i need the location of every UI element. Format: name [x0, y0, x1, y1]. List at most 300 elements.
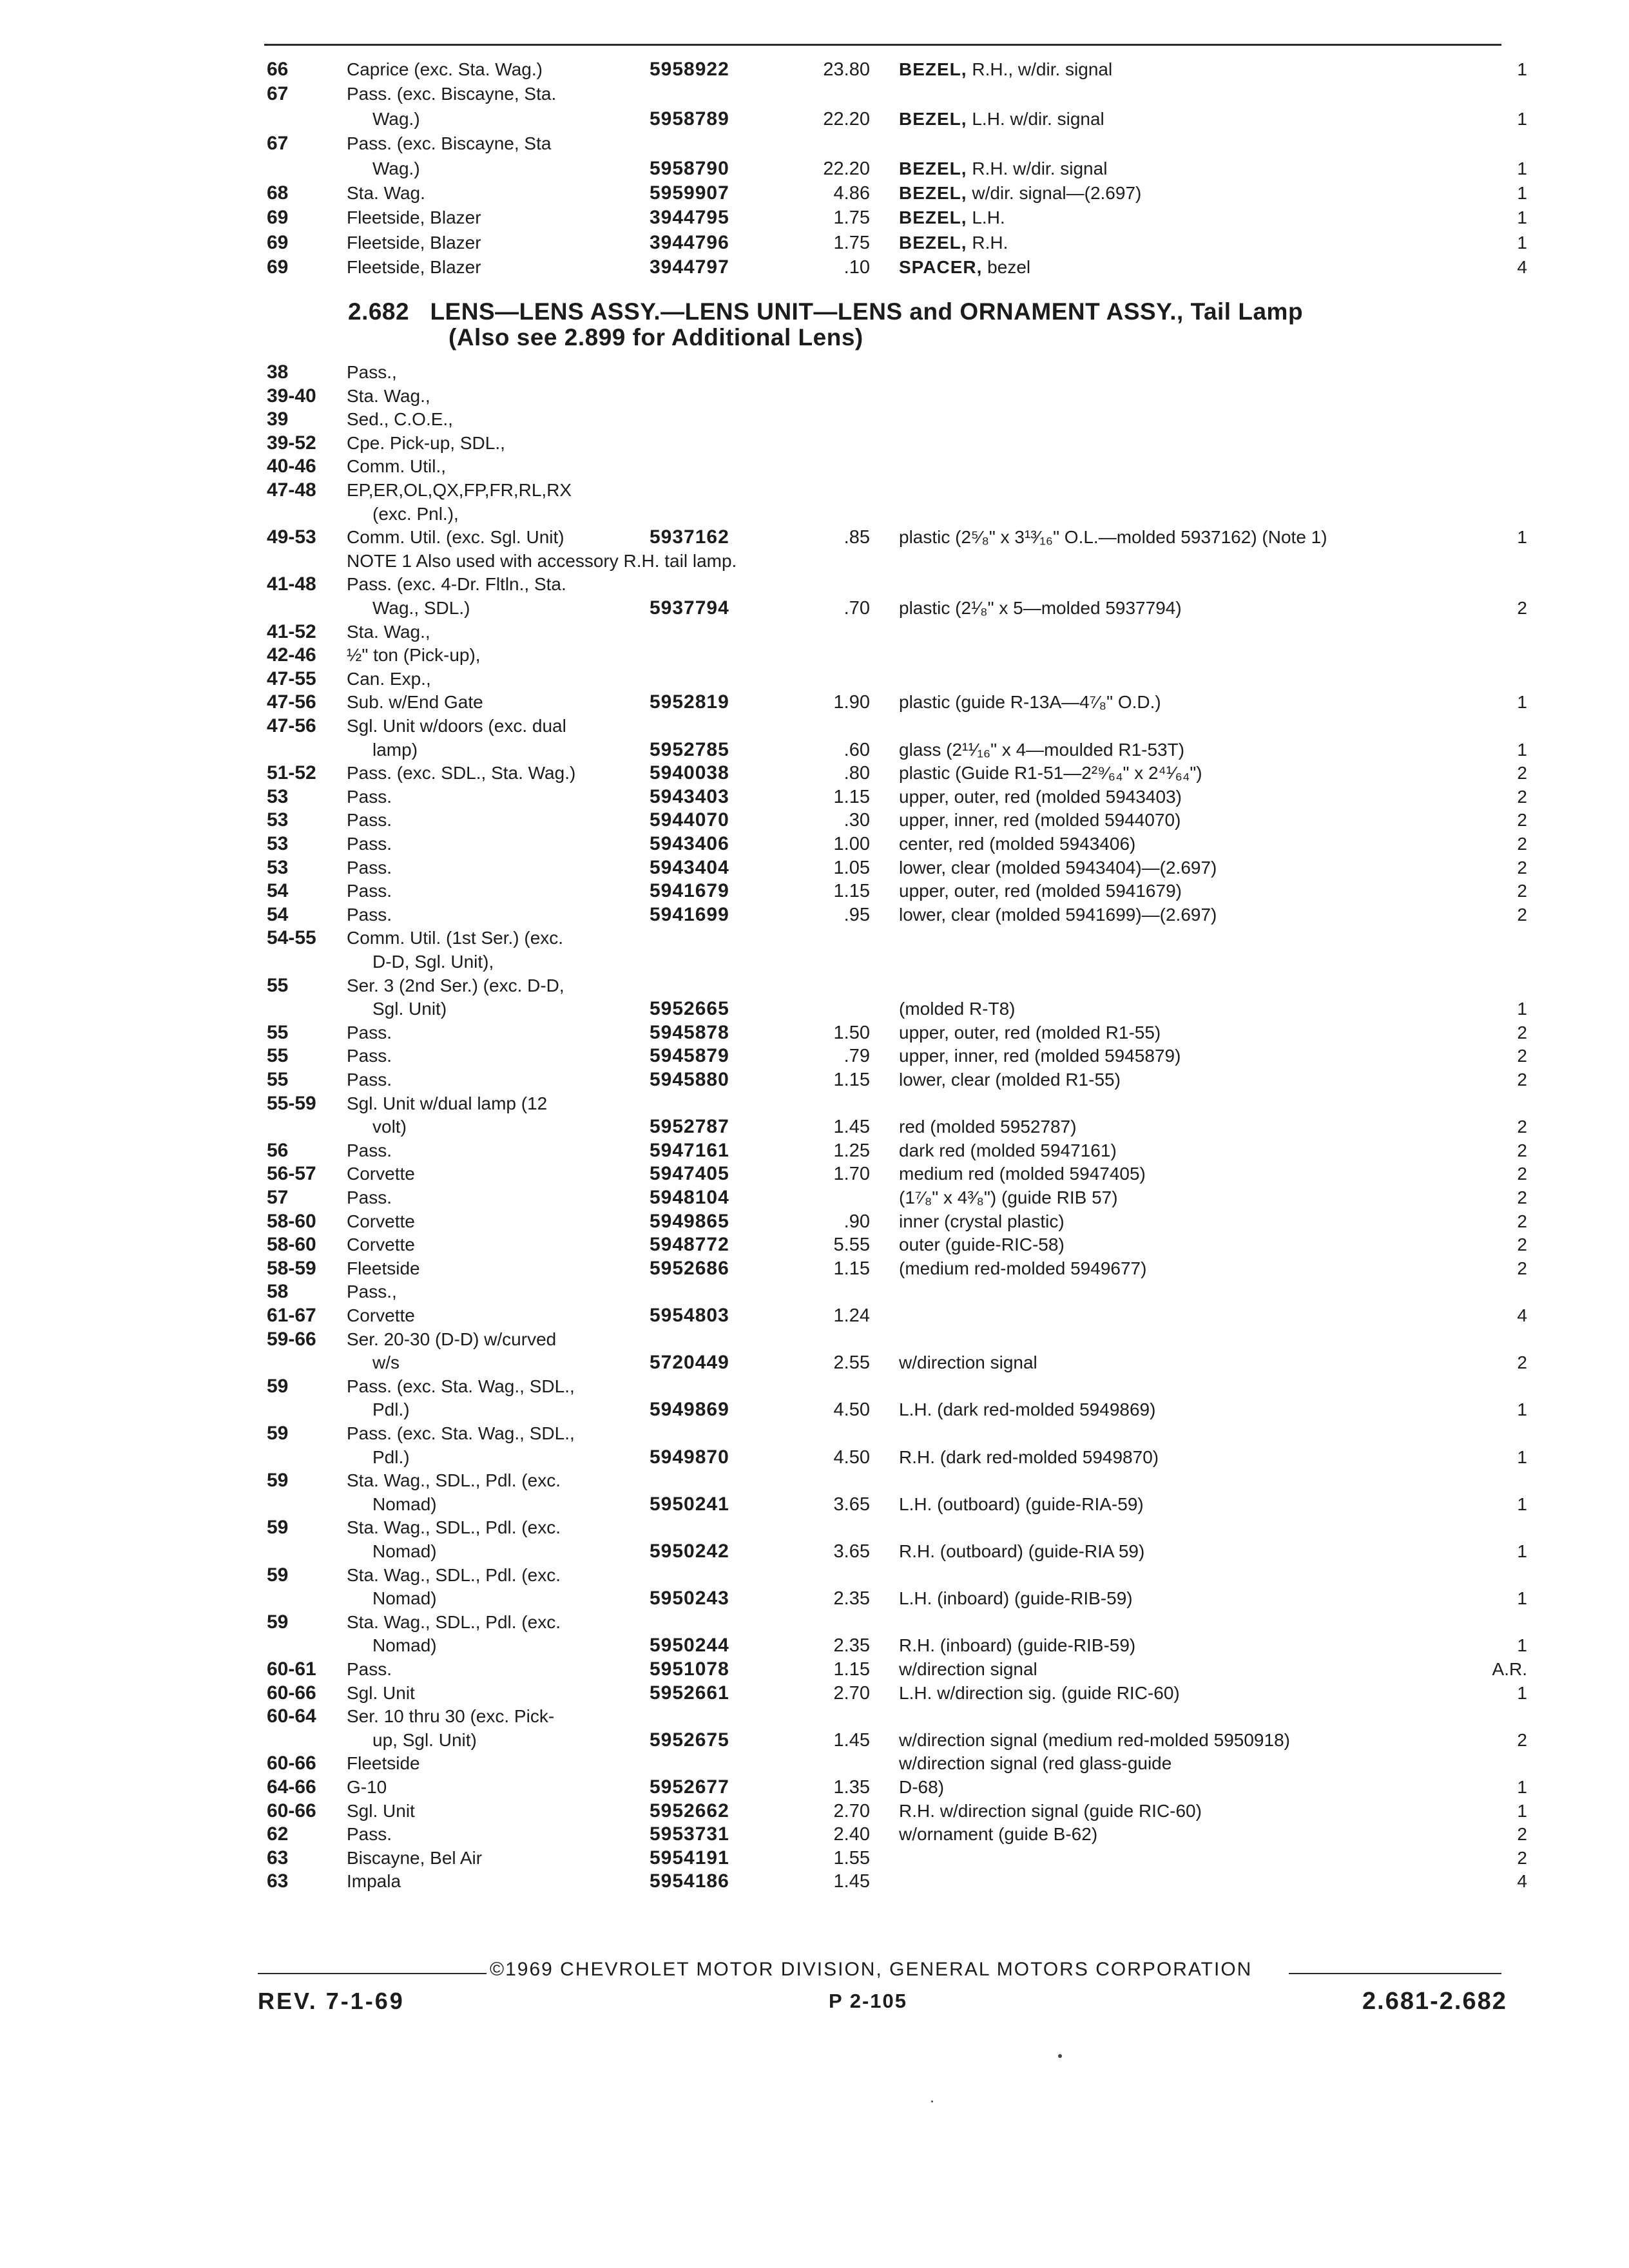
description	[899, 231, 1008, 255]
table-row	[0, 903, 1629, 927]
application: Corvette	[347, 1235, 415, 1255]
table-row	[0, 1328, 1629, 1351]
application: Wag., SDL.)	[372, 598, 470, 618]
part-number: 5952787	[650, 1116, 729, 1138]
model-year: 66	[267, 59, 289, 80]
table-row	[0, 58, 1629, 81]
description	[899, 1752, 1171, 1775]
part-number: 3944796	[650, 231, 729, 253]
table-row	[0, 1021, 1629, 1044]
description	[899, 1139, 1117, 1162]
table-row	[0, 1446, 1629, 1469]
table-row	[0, 1210, 1629, 1233]
table-row	[0, 1634, 1629, 1657]
list-price: 2.40	[833, 1824, 870, 1845]
application: Pass. (exc. Biscayne, Sta	[347, 133, 552, 154]
part-number: 5937162	[650, 526, 729, 548]
model-year: 47-48	[267, 479, 316, 501]
table-row	[0, 1422, 1629, 1445]
list-price: 2.35	[833, 1635, 870, 1657]
quantity: 1	[1517, 1446, 1527, 1467]
quantity: 1	[1517, 183, 1527, 203]
list-price: .30	[843, 810, 870, 831]
list-price: .10	[843, 257, 870, 278]
quantity: 4	[1517, 1305, 1527, 1325]
table-row	[0, 1493, 1629, 1516]
quantity: 2	[1517, 1235, 1527, 1255]
table-row	[0, 1186, 1629, 1209]
part-number: 5953731	[650, 1823, 729, 1845]
quantity: 1	[1517, 1588, 1527, 1609]
application: Sgl. Unit w/dual lamp (12	[347, 1093, 548, 1113]
table-row	[0, 1398, 1629, 1421]
list-price: 1.35	[833, 1777, 870, 1798]
page-number: P 2-105	[829, 1990, 908, 2012]
model-year: 56-57	[267, 1163, 316, 1185]
description	[899, 903, 1217, 927]
application: ½" ton (Pick-up),	[347, 645, 481, 666]
model-year: 54	[267, 903, 289, 925]
description-text: w/dir. signal—(2.697)	[967, 183, 1142, 203]
description-text: w/direction signal	[899, 1352, 1037, 1373]
part-number: 5952785	[650, 738, 729, 760]
list-price: 22.20	[823, 108, 870, 130]
application: Sta. Wag., SDL., Pdl. (exc.	[347, 1564, 561, 1585]
part-number: 5945880	[650, 1069, 729, 1090]
description-text: bezel	[982, 257, 1031, 278]
model-year: 60-61	[267, 1658, 316, 1680]
description-text: lower, clear (molded 5941699)—(2.697)	[899, 904, 1217, 925]
model-year: 47-55	[267, 668, 316, 689]
description	[899, 1115, 1077, 1139]
table-row	[0, 1752, 1629, 1775]
table-row	[0, 1351, 1629, 1374]
table-row	[0, 1257, 1629, 1280]
table-row	[0, 974, 1629, 997]
application: Comm. Util. (exc. Sgl. Unit)	[347, 527, 564, 548]
application: Sgl. Unit	[347, 1682, 415, 1703]
list-price: 1.15	[833, 1659, 870, 1680]
model-year: 53	[267, 833, 289, 854]
description	[899, 1776, 944, 1799]
quantity: 1	[1517, 108, 1527, 129]
description-text: L.H. (outboard) (guide-RIA-59)	[899, 1494, 1144, 1514]
table-row	[0, 432, 1629, 455]
table-row	[0, 82, 1629, 106]
list-price: 1.00	[833, 834, 870, 854]
model-year: 53	[267, 785, 289, 807]
list-price: 2.70	[833, 1800, 870, 1821]
model-year: 42-46	[267, 644, 316, 666]
table-row	[0, 620, 1629, 644]
part-type: BEZEL,	[899, 232, 967, 253]
description	[899, 206, 1005, 229]
application: Pdl.)	[372, 1399, 410, 1420]
application: Ser. 20-30 (D-D) w/curved	[347, 1329, 557, 1349]
application: Pass.	[347, 857, 392, 878]
description-text: center, red (molded 5943406)	[899, 834, 1136, 854]
section-subtitle: (Also see 2.899 for Additional Lens)	[448, 324, 863, 351]
list-price: .60	[843, 739, 870, 760]
description-text: upper, outer, red (molded 5941679)	[899, 881, 1182, 901]
table-row	[0, 668, 1629, 691]
quantity: 2	[1517, 786, 1527, 807]
table-row	[0, 479, 1629, 502]
table-row	[0, 1564, 1629, 1587]
application: Pass.	[347, 1046, 392, 1066]
application: Sub. w/End Gate	[347, 692, 483, 713]
table-row	[0, 550, 1629, 573]
model-year: 69	[267, 231, 289, 253]
table-row	[0, 108, 1629, 131]
part-type: SPACER,	[899, 257, 983, 278]
list-price: .79	[843, 1046, 870, 1067]
application: Biscayne, Bel Air	[347, 1847, 483, 1868]
application: Pass.,	[347, 1282, 397, 1302]
model-year: 59-66	[267, 1328, 316, 1350]
quantity: 1	[1517, 59, 1527, 79]
part-number: 5958922	[650, 59, 729, 80]
part-number: 5945878	[650, 1021, 729, 1043]
part-type: BEZEL,	[899, 207, 967, 228]
model-year: 61-67	[267, 1305, 316, 1326]
quantity: 2	[1517, 881, 1527, 901]
model-year: 41-48	[267, 573, 316, 595]
description-text: lower, clear (molded R1-55)	[899, 1070, 1121, 1090]
application: Comm. Util.,	[347, 456, 446, 477]
quantity: 1	[1517, 1777, 1527, 1797]
description	[899, 182, 1141, 205]
list-price: 2.70	[833, 1682, 870, 1704]
description-text: red (molded 5952787)	[899, 1117, 1077, 1137]
model-year: 51-52	[267, 762, 316, 784]
description	[899, 832, 1135, 856]
quantity: 1	[1517, 999, 1527, 1019]
description	[899, 58, 1112, 81]
revision-date: REV. 7-1-69	[258, 1988, 405, 2014]
description	[899, 879, 1182, 903]
application: Sta. Wag., SDL., Pdl. (exc.	[347, 1470, 561, 1491]
part-number: 5954186	[650, 1870, 729, 1892]
part-number: 5940038	[650, 762, 729, 784]
model-year: 59	[267, 1470, 289, 1492]
description-text: D-68)	[899, 1777, 945, 1797]
application: Sgl. Unit w/doors (exc. dual	[347, 716, 566, 736]
list-price: 1.15	[833, 881, 870, 902]
description-text: (molded R-T8)	[899, 999, 1016, 1019]
description-text: R.H. (dark red-molded 5949870)	[899, 1446, 1159, 1467]
quantity: 1	[1517, 1541, 1527, 1561]
model-year: 49-53	[267, 526, 316, 548]
description-text: (1⁷⁄₈" x 4³⁄₈") (guide RIB 57)	[899, 1187, 1118, 1207]
quantity: 2	[1517, 834, 1527, 854]
model-year: 53	[267, 856, 289, 878]
description	[899, 809, 1181, 832]
part-number: 3944795	[650, 207, 729, 229]
application: Pass.	[347, 904, 392, 925]
model-year: 57	[267, 1187, 289, 1208]
description-text: R.H.	[967, 232, 1008, 253]
quantity: 2	[1517, 1187, 1527, 1207]
model-year: 39-52	[267, 432, 316, 454]
description-text: plastic (2⁵⁄₈" x 3¹³⁄₁₆" O.L.—molded 5937162) (Note 1)	[899, 527, 1327, 548]
part-number: 5941699	[650, 903, 729, 925]
table-row	[0, 644, 1629, 667]
part-number: 5958789	[650, 108, 729, 130]
model-year: 60-64	[267, 1706, 316, 1727]
quantity: 2	[1517, 857, 1527, 878]
application: Comm. Util. (1st Ser.) (exc.	[347, 928, 564, 948]
quantity: 2	[1517, 1847, 1527, 1868]
list-price: 1.75	[833, 232, 870, 253]
model-year: 58-59	[267, 1257, 316, 1279]
model-year: 47-56	[267, 691, 316, 713]
application: Corvette	[347, 1164, 415, 1184]
description	[899, 1044, 1181, 1068]
description	[899, 1587, 1133, 1610]
description-text: L.H. w/dir. signal	[967, 108, 1104, 129]
model-year: 55	[267, 974, 289, 996]
description	[899, 691, 1161, 714]
description	[899, 1823, 1097, 1846]
part-number: 5948104	[650, 1187, 729, 1208]
application: Pass.	[347, 881, 392, 901]
list-price: 1.70	[833, 1164, 870, 1185]
description-text: R.H., w/dir. signal	[967, 59, 1113, 79]
description-text: w/direction signal	[899, 1659, 1037, 1679]
list-price: 1.90	[833, 692, 870, 713]
description-text: w/direction signal (red glass-guide	[899, 1753, 1172, 1774]
model-year: 60-66	[267, 1800, 316, 1821]
part-number: 5943403	[650, 785, 729, 807]
quantity: 1	[1517, 527, 1527, 548]
application: Sgl. Unit	[347, 1800, 415, 1821]
description	[899, 785, 1182, 809]
application: Nomad)	[372, 1541, 437, 1561]
list-price: .80	[843, 763, 870, 784]
model-year: 69	[267, 207, 289, 229]
description-text: w/ornament (guide B-62)	[899, 1824, 1098, 1845]
list-price: .70	[843, 598, 870, 619]
list-price: 1.24	[833, 1305, 870, 1326]
table-row	[0, 927, 1629, 950]
application: Sta. Wag.,	[347, 621, 430, 642]
list-price: 1.05	[833, 857, 870, 878]
list-price: .85	[843, 527, 870, 548]
part-type: BEZEL,	[899, 183, 967, 203]
table-row	[0, 1139, 1629, 1162]
application: Nomad)	[372, 1635, 437, 1656]
list-price: 2.35	[833, 1588, 870, 1610]
list-price: 1.45	[833, 1729, 870, 1751]
application: volt)	[372, 1117, 407, 1137]
quantity: 2	[1517, 1046, 1527, 1066]
application: Fleetside, Blazer	[347, 207, 481, 228]
quantity: 2	[1517, 1164, 1527, 1184]
description-text: inner (crystal plastic)	[899, 1211, 1065, 1231]
footer-rule-left	[258, 1973, 487, 1974]
part-number: 3944797	[650, 256, 729, 278]
quantity: 2	[1517, 904, 1527, 925]
table-row	[0, 1092, 1629, 1115]
application: up, Sgl. Unit)	[372, 1729, 477, 1750]
description-text: plastic (2¹⁄₈" x 5—molded 5937794)	[899, 598, 1182, 618]
model-year: 63	[267, 1870, 289, 1892]
part-number: 5952662	[650, 1800, 729, 1821]
part-number: 5949869	[650, 1399, 729, 1421]
part-type: BEZEL,	[899, 59, 967, 79]
description-text: R.H. (outboard) (guide-RIA 59)	[899, 1541, 1145, 1561]
quantity: 1	[1517, 739, 1527, 760]
part-type: BEZEL,	[899, 158, 967, 178]
table-row	[0, 157, 1629, 180]
table-row	[0, 526, 1629, 549]
model-year: 68	[267, 182, 289, 204]
list-price: 4.50	[833, 1399, 870, 1421]
description-text: L.H. (dark red-molded 5949869)	[899, 1399, 1156, 1420]
table-row	[0, 1516, 1629, 1539]
part-type: BEZEL,	[899, 108, 967, 129]
model-year: 55	[267, 1045, 289, 1067]
table-row	[0, 132, 1629, 155]
description	[899, 1658, 1037, 1681]
part-number: 5941679	[650, 880, 729, 902]
model-year: 53	[267, 809, 289, 831]
description	[899, 1210, 1065, 1233]
part-number: 5959907	[650, 182, 729, 204]
list-price: .90	[843, 1211, 870, 1232]
scan-speck	[931, 2100, 933, 2102]
application: Pass.	[347, 1022, 392, 1043]
description	[899, 256, 1030, 279]
description-text: upper, inner, red (molded 5944070)	[899, 810, 1181, 831]
quantity: 1	[1517, 207, 1527, 228]
description-text: lower, clear (molded 5943404)—(2.697)	[899, 857, 1217, 878]
description	[899, 1682, 1180, 1705]
description-text: glass (2¹¹⁄₁₆" x 4—moulded R1-53T)	[899, 739, 1185, 760]
section-title: LENS—LENS ASSY.—LENS UNIT—LENS and ORNAMENT ASSY., Tail Lamp	[430, 298, 1304, 325]
table-row	[0, 408, 1629, 431]
table-row	[0, 182, 1629, 205]
application: Ser. 10 thru 30 (exc. Pick-	[347, 1706, 555, 1727]
quantity: 2	[1517, 763, 1527, 783]
model-year: 40-46	[267, 456, 316, 477]
description	[899, 1398, 1155, 1421]
quantity: 2	[1517, 1140, 1527, 1160]
table-row	[0, 950, 1629, 974]
list-price: 1.15	[833, 786, 870, 807]
table-row	[0, 1587, 1629, 1610]
quantity: 1	[1517, 232, 1527, 253]
table-row	[0, 691, 1629, 714]
quantity: 2	[1517, 1070, 1527, 1090]
model-year: 41-52	[267, 620, 316, 642]
description	[899, 1540, 1144, 1563]
table-row	[0, 1658, 1629, 1681]
application: Pass.	[347, 786, 392, 807]
quantity: 1	[1517, 1800, 1527, 1821]
list-price: 1.25	[833, 1140, 870, 1161]
quantity: 2	[1517, 598, 1527, 618]
part-number: 5954803	[650, 1305, 729, 1326]
list-price: 1.55	[833, 1847, 870, 1869]
part-number: 5949865	[650, 1210, 729, 1232]
list-price: 1.45	[833, 1871, 870, 1892]
part-number: 5952661	[650, 1682, 729, 1704]
description-text: plastic (guide R-13A—4⁷⁄₈" O.D.)	[899, 692, 1161, 713]
table-row	[0, 715, 1629, 738]
model-year: 47-56	[267, 715, 316, 736]
model-year: 69	[267, 256, 289, 278]
model-year: 59	[267, 1517, 289, 1539]
application: D-D, Sgl. Unit),	[372, 952, 494, 972]
application: Sta. Wag.	[347, 183, 425, 203]
model-year: 67	[267, 83, 289, 105]
application: Pass. (exc. Sta. Wag., SDL.,	[347, 1376, 575, 1396]
description-text: L.H.	[967, 207, 1005, 228]
application: Sta. Wag., SDL., Pdl. (exc.	[347, 1611, 561, 1632]
description	[899, 1186, 1118, 1209]
quantity: 2	[1517, 1117, 1527, 1137]
description-text: R.H. (inboard) (guide-RIB-59)	[899, 1635, 1136, 1656]
application: (exc. Pnl.),	[372, 503, 459, 524]
section-heading	[348, 298, 1303, 326]
table-row	[0, 1375, 1629, 1398]
model-year: 60-66	[267, 1753, 316, 1774]
model-year: 58-60	[267, 1210, 316, 1232]
table-row	[0, 597, 1629, 620]
quantity: 1	[1517, 1494, 1527, 1514]
part-number: 5952819	[650, 691, 729, 713]
description-text: upper, outer, red (molded 5943403)	[899, 786, 1182, 807]
application: Corvette	[347, 1305, 415, 1325]
table-row	[0, 1870, 1629, 1893]
part-number: 5943406	[650, 833, 729, 854]
application: Fleetside, Blazer	[347, 257, 481, 278]
list-price: 22.20	[823, 158, 870, 179]
part-number: 5950242	[650, 1541, 729, 1562]
list-price: 4.86	[833, 183, 870, 204]
footer-copyright: ©1969 CHEVROLET MOTOR DIVISION, GENERAL MOTORS CORPORATION	[490, 1959, 1253, 1980]
model-year: 58-60	[267, 1234, 316, 1256]
description	[899, 1257, 1146, 1280]
quantity: 1	[1517, 1635, 1527, 1656]
model-year: 63	[267, 1847, 289, 1869]
table-row	[0, 738, 1629, 762]
quantity: 2	[1517, 1022, 1527, 1043]
application: Sgl. Unit)	[372, 999, 447, 1019]
description-text: L.H. (inboard) (guide-RIB-59)	[899, 1588, 1133, 1609]
description-text: R.H. w/dir. signal	[967, 158, 1108, 178]
description	[899, 1021, 1161, 1044]
model-year: 55	[267, 1021, 289, 1043]
table-row	[0, 1044, 1629, 1068]
model-year: 39-40	[267, 385, 316, 407]
application: Cpe. Pick-up, SDL.,	[347, 432, 505, 453]
quantity: 1	[1517, 1399, 1527, 1420]
quantity: 2	[1517, 1352, 1527, 1373]
scan-speck	[1058, 2054, 1062, 2058]
application: Pass.	[347, 1070, 392, 1090]
model-year: 59	[267, 1564, 289, 1586]
model-year: 56	[267, 1139, 289, 1161]
application: Wag.)	[372, 158, 420, 178]
table-row	[0, 256, 1629, 279]
description	[899, 1729, 1290, 1752]
model-year: 38	[267, 361, 289, 383]
table-row	[0, 231, 1629, 255]
quantity: 2	[1517, 810, 1527, 831]
